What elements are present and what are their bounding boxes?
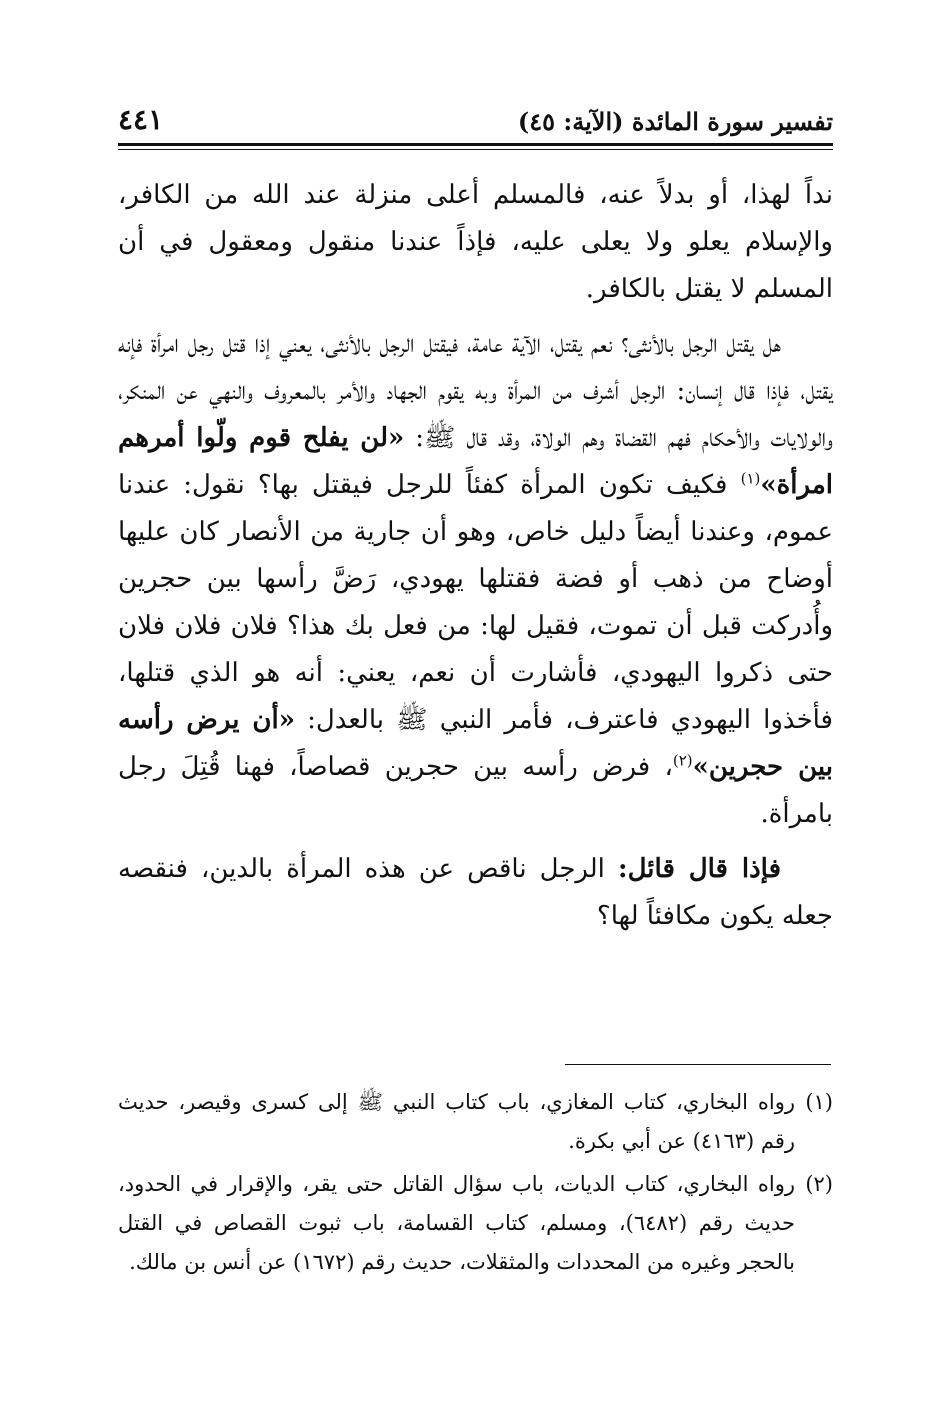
footnote-1 <box>118 1083 833 1161</box>
paragraph-2 <box>118 321 833 838</box>
footnote-ref-2: (٢) <box>672 751 693 770</box>
header-title: تفسير سورة المائدة (الآية: ٤٥) <box>517 107 833 136</box>
footnote-number: (٢) <box>805 1172 833 1196</box>
paragraph-3 <box>118 846 833 940</box>
footnotes <box>118 1083 833 1286</box>
paragraph-1: نداً لهذا، أو بدلاً عنه، فالمسلم أعلى منزلة عند الله من الكافر، والإسلام يعلو ولا يعلى عليه، فإذاً عندنا منقول ومعقول في أن المسلم لا يقتل بالكافر. <box>118 180 833 304</box>
footnote-rule <box>565 1064 831 1065</box>
footnote-number: (١) <box>805 1090 833 1114</box>
footnote-text: رواه البخاري، كتاب الديات، باب سؤال القاتل حتى يقر، والإقرار في الحدود، حديث رقم (٦٤٨٢)، ومسلم، كتاب القسامة، باب ثبوت القصاص في القتل بالحجر وغيره من المحددات والمثقلات، حديث رقم (١٦٧٢) عن أنس بن مالك. <box>118 1172 795 1274</box>
page-number: ٤٤١ <box>118 103 164 136</box>
footnote-2 <box>118 1165 833 1282</box>
hadith-quote-2: «أن يرض رأسه بين حجرين» <box>118 705 834 782</box>
main-text <box>118 172 833 948</box>
header-rule <box>118 143 833 146</box>
paragraph-3-lead: فإذا قال قائل: <box>618 854 782 884</box>
paragraph-2-part-c: ، فرض رأسه بين حجرين قصاصاً، فهنا قُتِلَ رجل بامرأة. <box>118 752 833 829</box>
paragraph-3-rest: الرجل ناقص عن هذه المرأة بالدين، فنقصه جعله يكون مكافئاً لها؟ <box>118 854 833 931</box>
paragraph-2-part-b: فكيف تكون المرأة كفئاً للرجل فيقتل بها؟ نقول: عندنا عموم، وعندنا أيضاً دليل خاص، وهو أن جارية من الأنصار كان عليها أوضاح من ذهب أو فضة فقتلها يهودي، رَضَّ رأسها بين حجرين وأُدركت قبل أن تموت، فقيل لها: من فعل بك هذا؟ فلان فلان فلان حتى ذكروا اليهودي، فأشارت أن نعم، يعني: أنه هو الذي قتلها، فأخذوا اليهودي فاعترف، فأمر النبي ﷺ بالعدل: <box>118 470 833 735</box>
hadith-quote-1: «لن يفلح قوم ولّوا أمرهم امرأة» <box>118 423 833 500</box>
footnote-text: رواه البخاري، كتاب المغازي، باب كتاب النبي ﷺ إلى كسرى وقيصر، حديث رقم (٤١٦٣) عن أبي بكرة. <box>118 1090 795 1153</box>
running-header <box>118 92 833 136</box>
header-rule-thin <box>118 149 833 150</box>
footnote-ref-1: (١) <box>740 469 761 488</box>
paragraph-2-part-a: هل يقتل الرجل بالأنثى؟ نعم يقتل، الآية عامة، فيقتل الرجل بالأنثى، يعني إذا قتل رجل امرأة فإنه يقتل، فإذا قال إنسان: الرجل أشرف من المرأة وبه يقوم الجهاد والأمر بالمعروف والنهي عن المنكر، والولايات والأحكام فهم القضاة وهم الولاة، وقد قال ﷺ: <box>118 329 833 453</box>
